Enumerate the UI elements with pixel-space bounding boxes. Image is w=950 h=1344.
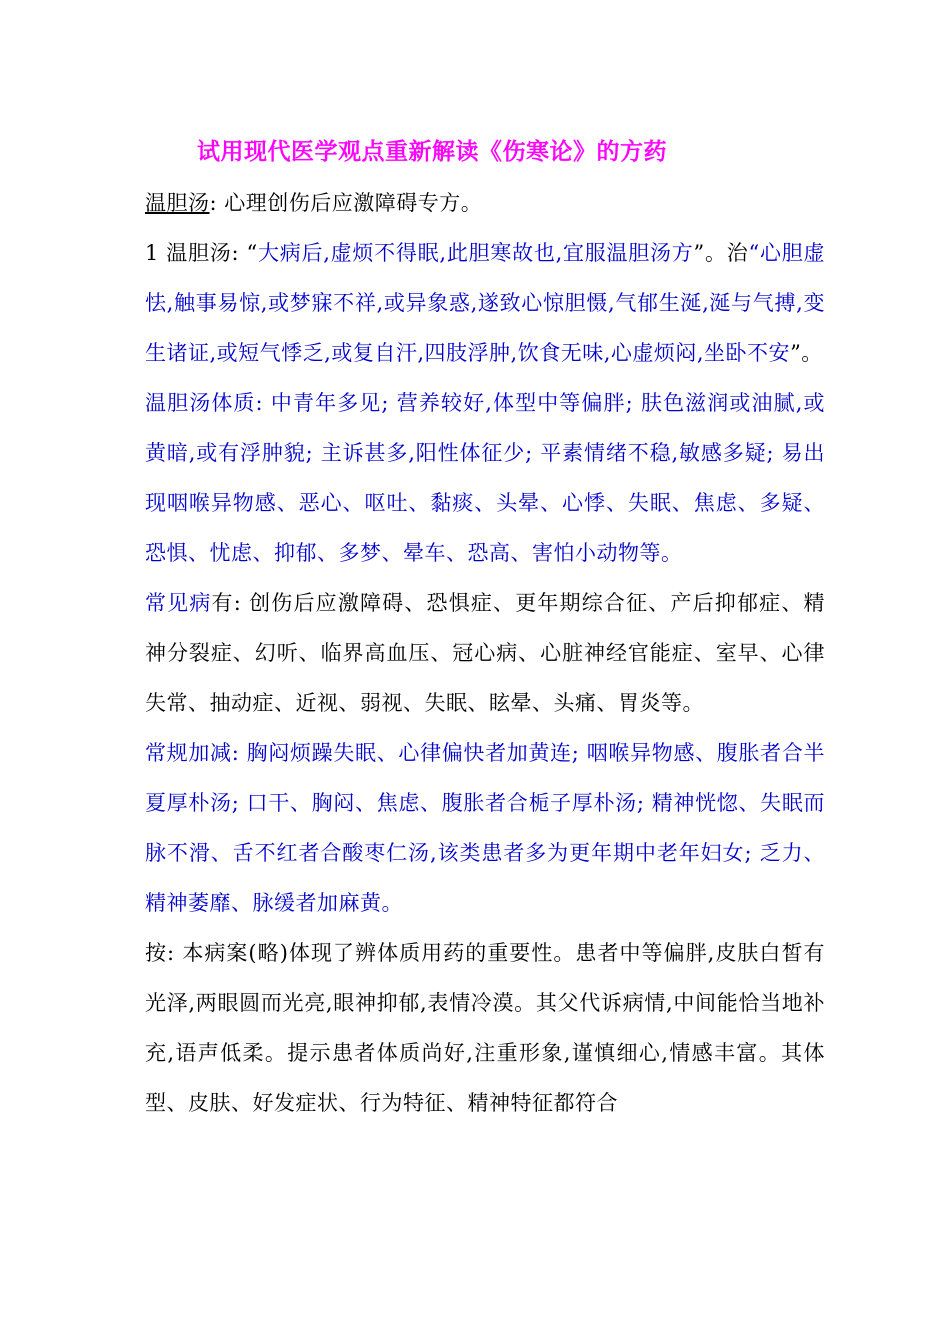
p1-mid: ”。治: [693, 241, 749, 265]
p4-label: 常规加减: [145, 741, 232, 765]
p1-quote-1: 大病后,虚烦不得眠,此胆寒故也,宜服温胆汤方: [257, 241, 694, 265]
intro-paragraph: [145, 178, 825, 228]
p1-tail: ”。: [790, 341, 823, 365]
p3-label: 常见病: [145, 591, 212, 615]
intro-text: : 心理创伤后应激障碍专方。: [209, 191, 483, 215]
p3-text: 有: 创伤后应激障碍、恐惧症、更年期综合征、产后抑郁症、精神分裂症、幻听、临界高血压、冠心病、心脏神经官能症、室早、心律失常、抽动症、近视、弱视、失眠、眩晕、头痛、胃炎等。: [145, 591, 826, 715]
paragraph-4-modifications: [145, 728, 825, 928]
p4-text: : 胸闷烦躁失眠、心律偏快者加黄连; 咽喉异物感、腹胀者合半夏厚朴汤; 口干、胸闷、焦虑、腹胀者合栀子厚朴汤; 精神恍惚、失眠而脉不滑、舌不红者合酸枣仁汤,该类患者多为更年期中老年妇女; 乏力、精神萎靡、脉缓者加麻黄。: [145, 741, 826, 915]
p1-lead: 1 温胆汤: “: [145, 241, 258, 265]
p1-quote-2: “心胆虚怯,触事易惊,或梦寐不祥,或异象惑,遂致心惊胆慑,气郁生涎,涎与气搏,变生诸证,或短气悸乏,或复自汗,四肢浮肿,饮食无味,心虚烦闷,坐卧不安: [145, 241, 825, 365]
document-title: 试用现代医学观点重新解读《伤寒论》的方药: [197, 138, 667, 165]
paragraph-3-common-diseases: [145, 578, 825, 728]
document-page: [145, 130, 825, 1128]
intro-term: 温胆汤: [145, 191, 210, 215]
paragraph-2-constitution: 温胆汤体质: 中青年多见; 营养较好,体型中等偏胖; 肤色滋润或油腻,或黄暗,或有浮肿貌; 主诉甚多,阳性体征少; 平素情绪不稳,敏感多疑; 易出现咽喉异物感、恶心、呕吐、黏痰、头晕、心悸、失眠、焦虑、多疑、恐惧、忧虑、抑郁、多梦、晕车、恐高、害怕小动物等。: [145, 391, 825, 565]
paragraph-5-note: 按: 本病案(略)体现了辨体质用药的重要性。患者中等偏胖,皮肤白皙有光泽,两眼圆而光亮,眼神抑郁,表情冷漠。其父代诉病情,中间能恰当地补充,语声低柔。提示患者体质尚好,注重形象,谨慎细心,情感丰富。其体型、皮肤、好发症状、行为特征、精神特征都符合: [145, 941, 825, 1115]
paragraph-1: [145, 228, 825, 378]
